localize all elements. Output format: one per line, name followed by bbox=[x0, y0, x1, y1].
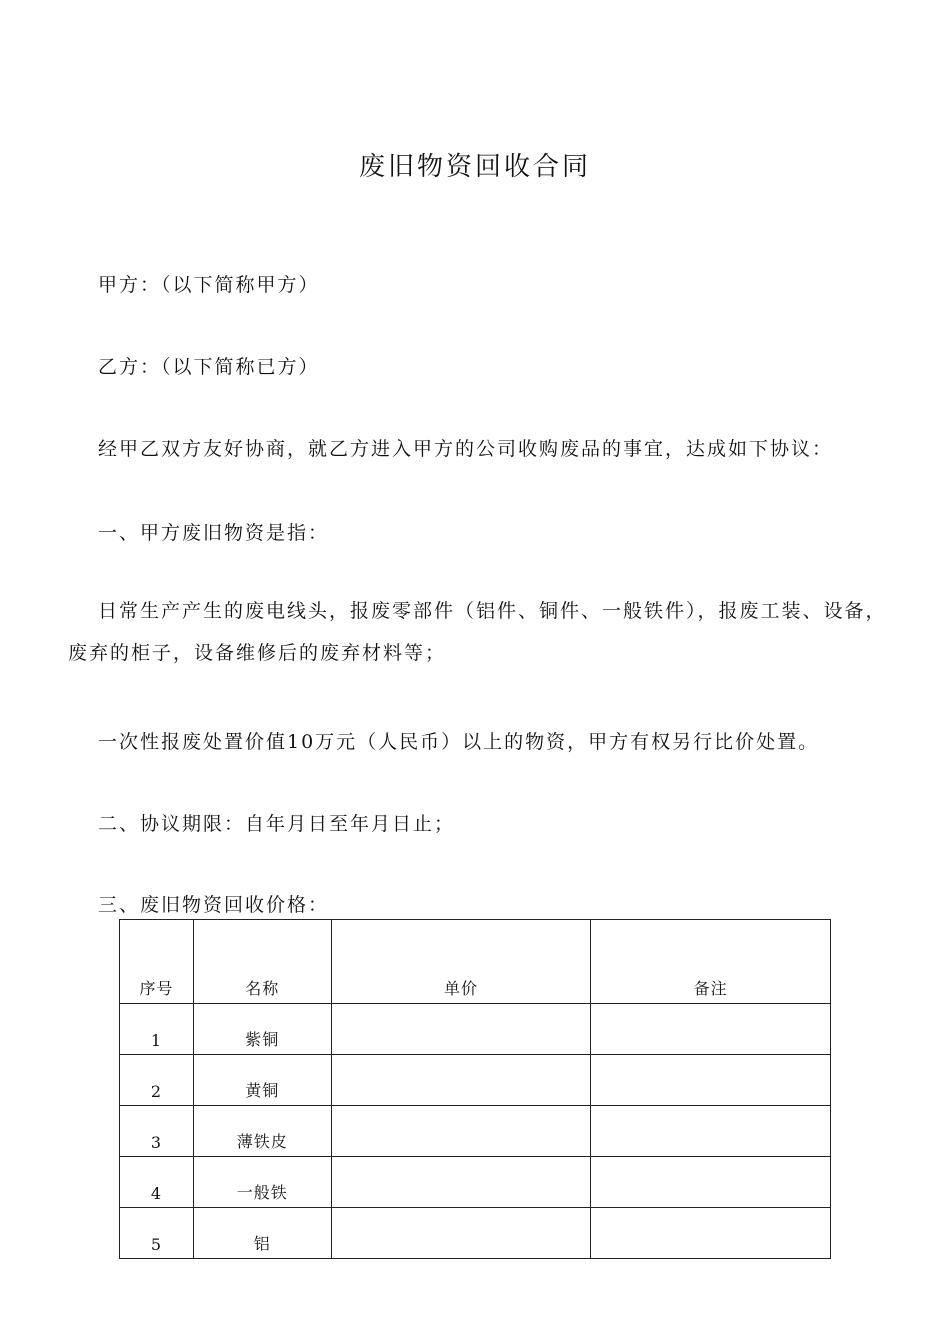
row-no: 3 bbox=[120, 1106, 194, 1157]
table-row bbox=[120, 1157, 831, 1208]
section2-term: 二、协议期限：自年月日至年月日止； bbox=[98, 813, 456, 835]
section1-body: 日常生产产生的废电线头，报废零部件（铝件、铜件、一般铁件），报废工装、设备，废弃的柜子，设备维修后的废弃材料等； bbox=[68, 600, 887, 664]
row-note bbox=[591, 1157, 831, 1208]
section1-heading: 一、甲方废旧物资是指： bbox=[98, 522, 330, 544]
table-row bbox=[120, 1208, 831, 1259]
document-title: 废旧物资回收合同 bbox=[358, 152, 591, 182]
header-name: 名称 bbox=[193, 920, 331, 1004]
row-note bbox=[591, 1004, 831, 1055]
price-table bbox=[119, 919, 831, 1259]
section1-note: 一次性报废处置价值10万元（人民币）以上的物资，甲方有权另行比价处置。 bbox=[98, 731, 820, 753]
row-price bbox=[331, 1055, 591, 1106]
header-no: 序号 bbox=[120, 920, 194, 1004]
row-name: 铝 bbox=[193, 1208, 331, 1259]
intro-paragraph: 经甲乙双方友好协商，就乙方进入甲方的公司收购废品的事宜，达成如下协议： bbox=[98, 438, 834, 460]
header-price: 单价 bbox=[331, 920, 591, 1004]
row-price bbox=[331, 1004, 591, 1055]
row-price bbox=[331, 1106, 591, 1157]
row-note bbox=[591, 1055, 831, 1106]
row-price bbox=[331, 1157, 591, 1208]
header-note: 备注 bbox=[591, 920, 831, 1004]
party-a-line: 甲方：（以下简称甲方） bbox=[98, 274, 320, 296]
row-price bbox=[331, 1208, 591, 1259]
section3-heading: 三、废旧物资回收价格： bbox=[98, 894, 330, 916]
row-note bbox=[591, 1208, 831, 1259]
table-header-row bbox=[120, 920, 831, 1004]
row-name: 一般铁 bbox=[193, 1157, 331, 1208]
row-no: 2 bbox=[120, 1055, 194, 1106]
row-name: 紫铜 bbox=[193, 1004, 331, 1055]
table-row bbox=[120, 1004, 831, 1055]
row-name: 薄铁皮 bbox=[193, 1106, 331, 1157]
row-name: 黄铜 bbox=[193, 1055, 331, 1106]
row-no: 4 bbox=[120, 1157, 194, 1208]
table-row bbox=[120, 1106, 831, 1157]
table-row bbox=[120, 1055, 831, 1106]
row-note bbox=[591, 1106, 831, 1157]
row-no: 5 bbox=[120, 1208, 194, 1259]
party-b-line: 乙方：（以下简称已方） bbox=[98, 356, 320, 378]
row-no: 1 bbox=[120, 1004, 194, 1055]
